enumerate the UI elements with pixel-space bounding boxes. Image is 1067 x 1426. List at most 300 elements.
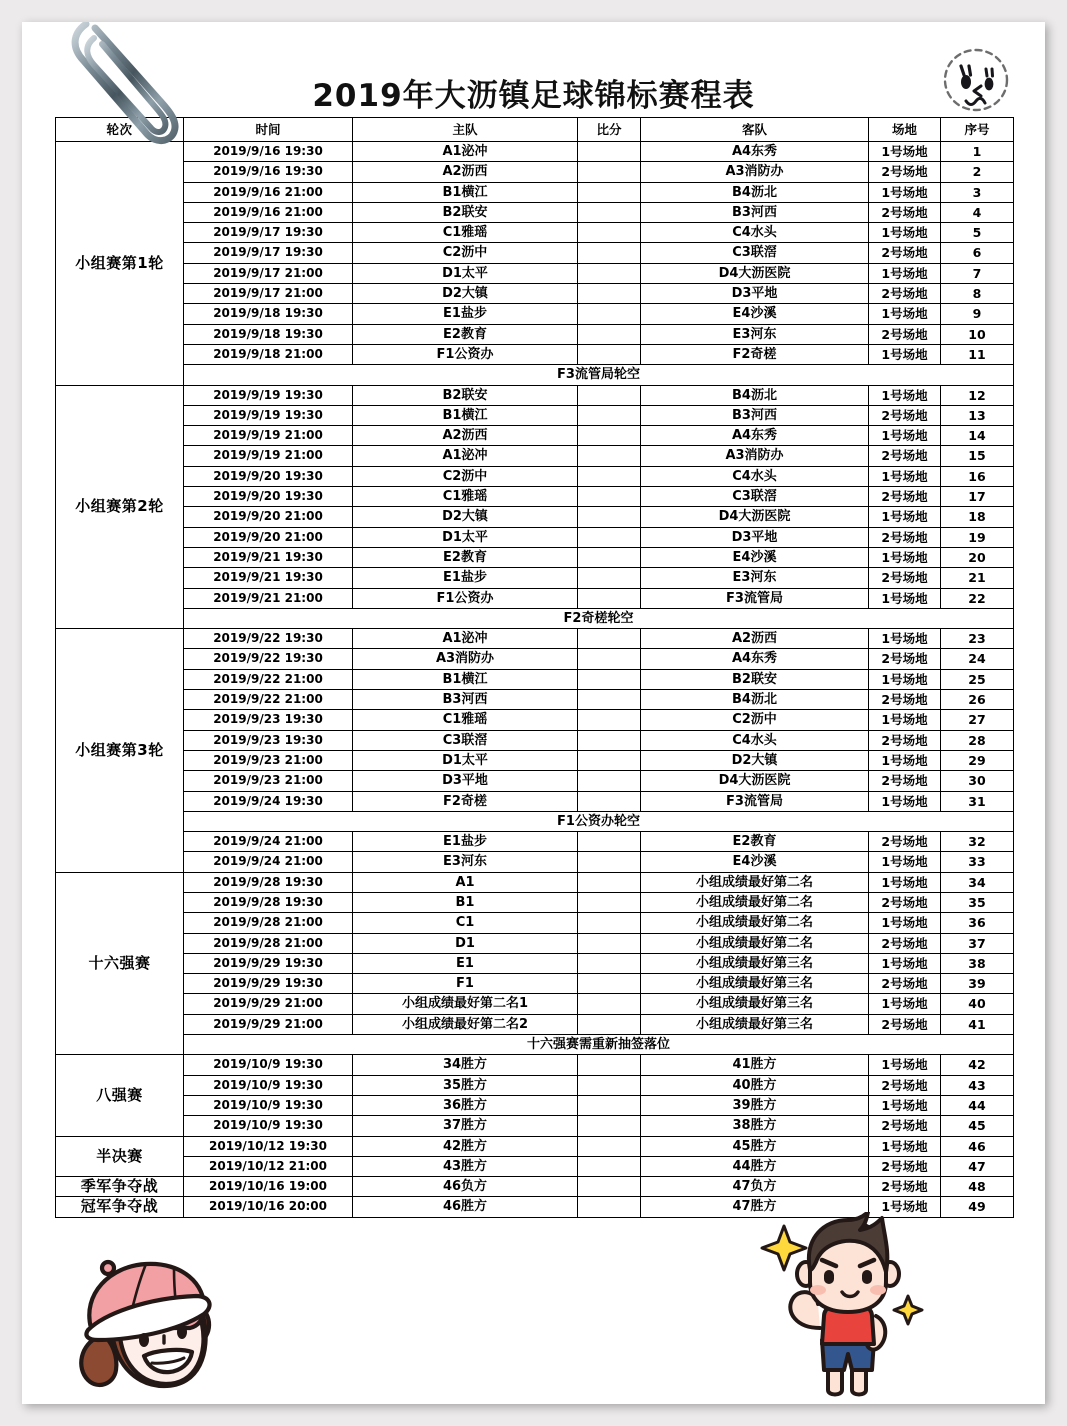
cell-home: 小组成绩最好第二名2 — [353, 1014, 578, 1034]
cell-venue: 2号场地 — [869, 690, 941, 710]
cell-venue: 1号场地 — [869, 791, 941, 811]
cell-score — [578, 487, 641, 507]
cell-no: 9 — [941, 304, 1014, 324]
schedule-table — [55, 117, 1014, 1218]
cell-away: 41胜方 — [641, 1055, 869, 1075]
table-row — [56, 608, 1014, 628]
cell-no: 28 — [941, 730, 1014, 750]
cell-no: 27 — [941, 710, 1014, 730]
cell-away: 小组成绩最好第三名 — [641, 953, 869, 973]
cell-time: 2019/9/28 21:00 — [184, 913, 353, 933]
cell-time: 2019/9/16 21:00 — [184, 182, 353, 202]
cell-score — [578, 182, 641, 202]
cell-home: D1太平 — [353, 263, 578, 283]
cell-home: C1雅瑶 — [353, 487, 578, 507]
column-header-time: 时间 — [184, 118, 353, 142]
cell-score — [578, 304, 641, 324]
table-row — [56, 182, 1014, 202]
cell-time: 2019/9/29 19:30 — [184, 974, 353, 994]
cell-venue: 1号场地 — [869, 507, 941, 527]
cell-home: C1 — [353, 913, 578, 933]
boy-cartoon-icon — [748, 1212, 963, 1404]
table-row — [56, 1014, 1014, 1034]
cell-time: 2019/9/19 21:00 — [184, 426, 353, 446]
cell-away: A4东秀 — [641, 649, 869, 669]
cell-score — [578, 750, 641, 770]
cell-venue: 2号场地 — [869, 832, 941, 852]
cell-home: B1横江 — [353, 182, 578, 202]
cell-home: E1盐步 — [353, 304, 578, 324]
cell-time: 2019/9/19 21:00 — [184, 446, 353, 466]
cell-time: 2019/9/29 19:30 — [184, 953, 353, 973]
cell-venue: 2号场地 — [869, 202, 941, 222]
round-label: 八强赛 — [56, 1055, 184, 1136]
cell-time: 2019/9/17 19:30 — [184, 223, 353, 243]
cell-venue: 2号场地 — [869, 649, 941, 669]
cell-home: B1横江 — [353, 405, 578, 425]
cell-score — [578, 1014, 641, 1034]
cell-home: 43胜方 — [353, 1156, 578, 1176]
cell-no: 42 — [941, 1055, 1014, 1075]
cell-venue: 1号场地 — [869, 669, 941, 689]
cell-away: B2联安 — [641, 669, 869, 689]
cell-away: E4沙溪 — [641, 852, 869, 872]
round-label: 小组赛第3轮 — [56, 629, 184, 873]
cell-venue: 2号场地 — [869, 1014, 941, 1034]
cell-time: 2019/9/19 19:30 — [184, 405, 353, 425]
cell-time: 2019/9/28 19:30 — [184, 872, 353, 892]
cell-score — [578, 791, 641, 811]
cell-away: D3平地 — [641, 284, 869, 304]
table-row — [56, 690, 1014, 710]
cell-venue: 1号场地 — [869, 710, 941, 730]
cell-venue: 1号场地 — [869, 588, 941, 608]
table-row — [56, 974, 1014, 994]
table-row — [56, 507, 1014, 527]
table-row — [56, 730, 1014, 750]
cell-time: 2019/9/19 19:30 — [184, 385, 353, 405]
cell-away: D3平地 — [641, 527, 869, 547]
cell-score — [578, 547, 641, 567]
cell-time: 2019/9/29 21:00 — [184, 994, 353, 1014]
cell-venue: 1号场地 — [869, 466, 941, 486]
table-row — [56, 365, 1014, 385]
table-row — [56, 710, 1014, 730]
cell-score — [578, 933, 641, 953]
cell-no: 35 — [941, 892, 1014, 912]
cell-no: 3 — [941, 182, 1014, 202]
cell-no: 13 — [941, 405, 1014, 425]
round-label: 小组赛第1轮 — [56, 142, 184, 386]
cell-score — [578, 284, 641, 304]
cell-venue: 1号场地 — [869, 1197, 941, 1217]
cell-score — [578, 588, 641, 608]
cell-home: 小组成绩最好第二名1 — [353, 994, 578, 1014]
cell-venue: 2号场地 — [869, 1075, 941, 1095]
cell-no: 44 — [941, 1095, 1014, 1115]
table-row — [56, 527, 1014, 547]
cell-home: D1 — [353, 933, 578, 953]
cell-no: 4 — [941, 202, 1014, 222]
girl-cartoon-icon — [60, 1244, 250, 1404]
round-label: 十六强赛 — [56, 872, 184, 1055]
table-row — [56, 263, 1014, 283]
cell-venue: 2号场地 — [869, 284, 941, 304]
cell-home: B1 — [353, 892, 578, 912]
table-row — [56, 426, 1014, 446]
cell-no: 49 — [941, 1197, 1014, 1217]
cell-home: D2大镇 — [353, 284, 578, 304]
cell-time: 2019/9/21 21:00 — [184, 588, 353, 608]
cell-home: E1盐步 — [353, 568, 578, 588]
cell-no: 20 — [941, 547, 1014, 567]
cell-time: 2019/9/16 19:30 — [184, 142, 353, 162]
cell-time: 2019/9/17 19:30 — [184, 243, 353, 263]
cell-score — [578, 142, 641, 162]
cell-score — [578, 223, 641, 243]
cell-venue: 2号场地 — [869, 1116, 941, 1136]
cell-away: A3消防办 — [641, 446, 869, 466]
cell-away: A4东秀 — [641, 426, 869, 446]
round-label: 小组赛第2轮 — [56, 385, 184, 629]
table-row — [56, 811, 1014, 831]
table-row — [56, 466, 1014, 486]
cell-time: 2019/10/12 21:00 — [184, 1156, 353, 1176]
cell-time: 2019/9/17 21:00 — [184, 284, 353, 304]
cell-score — [578, 202, 641, 222]
cell-no: 26 — [941, 690, 1014, 710]
cell-away: 小组成绩最好第二名 — [641, 933, 869, 953]
cell-no: 17 — [941, 487, 1014, 507]
cell-score — [578, 1156, 641, 1176]
cell-away: C2沥中 — [641, 710, 869, 730]
table-row — [56, 933, 1014, 953]
cell-venue: 1号场地 — [869, 182, 941, 202]
cell-time: 2019/9/18 19:30 — [184, 304, 353, 324]
sparkle-icon — [894, 1296, 922, 1324]
cell-no: 34 — [941, 872, 1014, 892]
cell-away: D4大沥医院 — [641, 771, 869, 791]
cell-venue: 1号场地 — [869, 994, 941, 1014]
table-header-row — [56, 118, 1014, 142]
cell-time: 2019/10/16 20:00 — [184, 1197, 353, 1217]
cell-no: 18 — [941, 507, 1014, 527]
cell-score — [578, 771, 641, 791]
cell-home: D1太平 — [353, 750, 578, 770]
table-row — [56, 994, 1014, 1014]
cell-score — [578, 344, 641, 364]
cell-home: 46负方 — [353, 1177, 578, 1197]
table-row — [56, 142, 1014, 162]
table-row — [56, 1035, 1014, 1055]
column-header-away: 客队 — [641, 118, 869, 142]
cell-away: 40胜方 — [641, 1075, 869, 1095]
cell-home: D1太平 — [353, 527, 578, 547]
cell-time: 2019/10/12 19:30 — [184, 1136, 353, 1156]
cell-away: 小组成绩最好第三名 — [641, 1014, 869, 1034]
cell-away: D4大沥医院 — [641, 263, 869, 283]
table-row — [56, 344, 1014, 364]
cell-no: 37 — [941, 933, 1014, 953]
cell-home: F2奇槎 — [353, 791, 578, 811]
cell-time: 2019/10/16 19:00 — [184, 1177, 353, 1197]
cell-score — [578, 1095, 641, 1115]
cell-score — [578, 832, 641, 852]
table-row — [56, 750, 1014, 770]
cell-no: 43 — [941, 1075, 1014, 1095]
cell-away: 44胜方 — [641, 1156, 869, 1176]
cell-score — [578, 872, 641, 892]
cell-home: 42胜方 — [353, 1136, 578, 1156]
cell-away: 小组成绩最好第二名 — [641, 913, 869, 933]
cell-score — [578, 669, 641, 689]
cell-venue: 2号场地 — [869, 162, 941, 182]
table-row — [56, 324, 1014, 344]
page-title: 2019年大沥镇足球锦标赛程表 — [312, 78, 755, 114]
cell-no: 7 — [941, 263, 1014, 283]
cell-venue: 1号场地 — [869, 547, 941, 567]
cell-score — [578, 852, 641, 872]
cell-home: C2沥中 — [353, 466, 578, 486]
cell-time: 2019/9/28 21:00 — [184, 933, 353, 953]
cell-no: 1 — [941, 142, 1014, 162]
cell-venue: 1号场地 — [869, 344, 941, 364]
cell-no: 8 — [941, 284, 1014, 304]
cell-home: E3河东 — [353, 852, 578, 872]
cell-time: 2019/9/22 21:00 — [184, 690, 353, 710]
cell-away: A4东秀 — [641, 142, 869, 162]
bye-note: 十六强赛需重新抽签落位 — [184, 1035, 1014, 1055]
cell-time: 2019/9/20 21:00 — [184, 527, 353, 547]
cell-venue: 1号场地 — [869, 223, 941, 243]
cell-time: 2019/9/24 19:30 — [184, 791, 353, 811]
cell-venue: 1号场地 — [869, 872, 941, 892]
cell-no: 16 — [941, 466, 1014, 486]
cell-away: 45胜方 — [641, 1136, 869, 1156]
cell-no: 38 — [941, 953, 1014, 973]
cell-away: 小组成绩最好第三名 — [641, 974, 869, 994]
cell-score — [578, 913, 641, 933]
table-row — [56, 1156, 1014, 1176]
doodle-face-icon — [933, 36, 1019, 122]
cell-score — [578, 892, 641, 912]
cell-score — [578, 710, 641, 730]
cell-no: 46 — [941, 1136, 1014, 1156]
table-row — [56, 385, 1014, 405]
cell-venue: 2号场地 — [869, 892, 941, 912]
cell-venue: 2号场地 — [869, 933, 941, 953]
cell-score — [578, 446, 641, 466]
cell-venue: 2号场地 — [869, 446, 941, 466]
cell-away: F2奇槎 — [641, 344, 869, 364]
cell-time: 2019/10/9 19:30 — [184, 1116, 353, 1136]
cell-time: 2019/9/22 19:30 — [184, 649, 353, 669]
table-row — [56, 304, 1014, 324]
cell-no: 22 — [941, 588, 1014, 608]
cell-score — [578, 1197, 641, 1217]
cell-no: 10 — [941, 324, 1014, 344]
cell-home: A1 — [353, 872, 578, 892]
table-row — [56, 588, 1014, 608]
cell-time: 2019/9/28 19:30 — [184, 892, 353, 912]
table-row — [56, 852, 1014, 872]
cell-away: C3联滘 — [641, 487, 869, 507]
cell-home: F1 — [353, 974, 578, 994]
cell-score — [578, 690, 641, 710]
cell-away: 47胜方 — [641, 1197, 869, 1217]
cell-no: 32 — [941, 832, 1014, 852]
cell-venue: 2号场地 — [869, 1177, 941, 1197]
table-row — [56, 162, 1014, 182]
table-row — [56, 1136, 1014, 1156]
cell-no: 48 — [941, 1177, 1014, 1197]
cell-time: 2019/9/23 21:00 — [184, 750, 353, 770]
cell-away: D4大沥医院 — [641, 507, 869, 527]
table-row — [56, 771, 1014, 791]
cell-score — [578, 974, 641, 994]
table-row — [56, 487, 1014, 507]
cell-time: 2019/9/24 21:00 — [184, 832, 353, 852]
bye-note: F3流管局轮空 — [184, 365, 1014, 385]
table-row — [56, 202, 1014, 222]
cell-venue: 2号场地 — [869, 405, 941, 425]
cell-score — [578, 466, 641, 486]
cell-home: A1泌冲 — [353, 446, 578, 466]
cell-score — [578, 243, 641, 263]
cell-home: 46胜方 — [353, 1197, 578, 1217]
cell-venue: 1号场地 — [869, 913, 941, 933]
cell-time: 2019/9/29 21:00 — [184, 1014, 353, 1034]
cell-home: A2沥西 — [353, 426, 578, 446]
column-header-round: 轮次 — [56, 118, 184, 142]
cell-away: C4水头 — [641, 730, 869, 750]
column-header-home: 主队 — [353, 118, 578, 142]
cell-time: 2019/9/22 19:30 — [184, 629, 353, 649]
cell-score — [578, 162, 641, 182]
cell-venue: 1号场地 — [869, 304, 941, 324]
cell-no: 29 — [941, 750, 1014, 770]
cell-home: C1雅瑶 — [353, 223, 578, 243]
column-header-no: 序号 — [941, 118, 1014, 142]
cell-venue: 2号场地 — [869, 1156, 941, 1176]
table-row — [56, 284, 1014, 304]
table-row — [56, 913, 1014, 933]
cell-no: 30 — [941, 771, 1014, 791]
table-row — [56, 669, 1014, 689]
cell-away: A2沥西 — [641, 629, 869, 649]
round-label: 半决赛 — [56, 1136, 184, 1177]
cell-home: B3河西 — [353, 690, 578, 710]
table-row — [56, 1055, 1014, 1075]
cell-home: 35胜方 — [353, 1075, 578, 1095]
cell-away: E4沙溪 — [641, 547, 869, 567]
schedule-table-body — [56, 142, 1014, 1218]
table-row — [56, 832, 1014, 852]
cell-score — [578, 994, 641, 1014]
cell-time: 2019/9/20 19:30 — [184, 487, 353, 507]
cell-score — [578, 1075, 641, 1095]
cell-time: 2019/10/9 19:30 — [184, 1095, 353, 1115]
cell-away: E2教育 — [641, 832, 869, 852]
cell-venue: 2号场地 — [869, 487, 941, 507]
column-header-score: 比分 — [578, 118, 641, 142]
cell-away: C4水头 — [641, 466, 869, 486]
cell-away: 小组成绩最好第二名 — [641, 892, 869, 912]
cell-no: 14 — [941, 426, 1014, 446]
cell-away: F3流管局 — [641, 791, 869, 811]
cell-score — [578, 1177, 641, 1197]
cell-home: F1公资办 — [353, 344, 578, 364]
cell-home: A1泌冲 — [353, 629, 578, 649]
cell-home: F1公资办 — [353, 588, 578, 608]
cell-time: 2019/9/16 19:30 — [184, 162, 353, 182]
table-row — [56, 568, 1014, 588]
cell-venue: 2号场地 — [869, 730, 941, 750]
cell-no: 24 — [941, 649, 1014, 669]
cell-no: 11 — [941, 344, 1014, 364]
cell-away: E3河东 — [641, 568, 869, 588]
cell-away: E3河东 — [641, 324, 869, 344]
cell-venue: 1号场地 — [869, 629, 941, 649]
cell-venue: 2号场地 — [869, 771, 941, 791]
cell-home: A1泌冲 — [353, 142, 578, 162]
cell-no: 40 — [941, 994, 1014, 1014]
cell-score — [578, 527, 641, 547]
cell-time: 2019/9/20 19:30 — [184, 466, 353, 486]
cell-home: 34胜方 — [353, 1055, 578, 1075]
cell-away: 小组成绩最好第三名 — [641, 994, 869, 1014]
cell-time: 2019/9/23 19:30 — [184, 730, 353, 750]
cell-home: E1盐步 — [353, 832, 578, 852]
cell-home: C3联滘 — [353, 730, 578, 750]
cell-no: 21 — [941, 568, 1014, 588]
cell-away: A3消防办 — [641, 162, 869, 182]
cell-home: C2沥中 — [353, 243, 578, 263]
cell-no: 6 — [941, 243, 1014, 263]
table-row — [56, 223, 1014, 243]
cell-away: B3河西 — [641, 405, 869, 425]
cell-venue: 1号场地 — [869, 263, 941, 283]
cell-venue: 1号场地 — [869, 385, 941, 405]
cell-away: B3河西 — [641, 202, 869, 222]
cell-no: 33 — [941, 852, 1014, 872]
cell-venue: 2号场地 — [869, 974, 941, 994]
cell-away: F3流管局 — [641, 588, 869, 608]
cell-venue: 2号场地 — [869, 527, 941, 547]
cell-no: 45 — [941, 1116, 1014, 1136]
cell-no: 47 — [941, 1156, 1014, 1176]
cell-home: E2教育 — [353, 547, 578, 567]
column-header-venue: 场地 — [869, 118, 941, 142]
cell-score — [578, 1116, 641, 1136]
cell-venue: 1号场地 — [869, 1055, 941, 1075]
cell-time: 2019/9/17 21:00 — [184, 263, 353, 283]
cell-venue: 1号场地 — [869, 142, 941, 162]
cell-score — [578, 507, 641, 527]
cell-score — [578, 1136, 641, 1156]
round-label: 冠军争夺战 — [56, 1197, 184, 1217]
cell-time: 2019/9/21 19:30 — [184, 568, 353, 588]
cell-away: 47负方 — [641, 1177, 869, 1197]
cell-no: 23 — [941, 629, 1014, 649]
table-row — [56, 405, 1014, 425]
cell-venue: 1号场地 — [869, 1095, 941, 1115]
cell-no: 5 — [941, 223, 1014, 243]
document-page — [22, 22, 1045, 1404]
cell-time: 2019/9/21 19:30 — [184, 547, 353, 567]
cell-score — [578, 1055, 641, 1075]
cell-away: B4沥北 — [641, 690, 869, 710]
